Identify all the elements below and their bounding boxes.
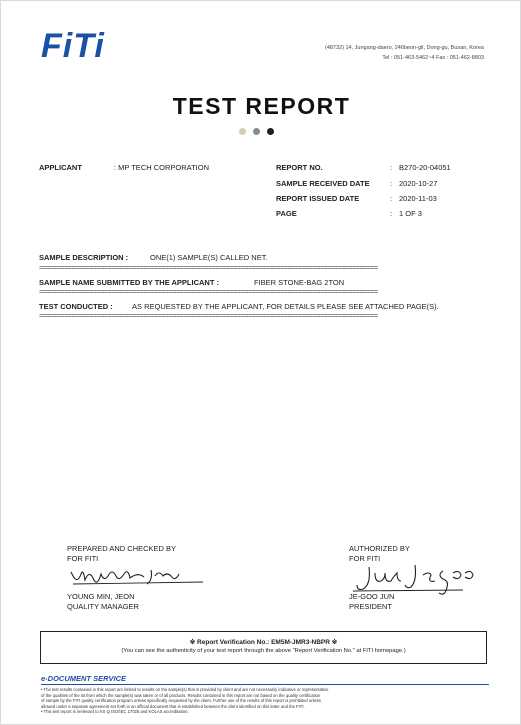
fine-print-line: of the qualities of the lot from which the sample(s) was taken or of all products. Results contained in this report are not based on the quality certification [41,692,321,698]
sample-name-value: FIBER STONE-BAG 2TON [254,278,345,287]
fine-print [41,687,491,715]
separator: ============================================================================================== [39,313,378,321]
report-no-label: REPORT NO. [276,163,323,172]
authorizer-block [349,592,394,612]
for-fiti-label: FOR FITI [349,554,381,563]
issued-date-value: 2020-11-03 [399,194,437,203]
separator: ============================================================================================== [39,265,378,273]
separator: ============================================================================================== [39,289,378,297]
fiti-logo: FiTi [41,27,105,65]
dot-icon [267,128,274,135]
verification-note: (You can see the authenticity of your test report through the above "Report Verification No." at FITI homepage.) [121,648,406,654]
sample-description-label: SAMPLE DESCRIPTION : [39,253,129,262]
applicant-value: : MP TECH CORPORATION [114,163,210,172]
signature-right-image [353,561,503,595]
edoc-service-title: e-DOCUMENT SERVICE [41,674,127,683]
verification-box [40,631,487,664]
address-line: (48732) 14, Jungang-daero, 246beon-gil, Dong-gu, Busan, Korea [324,45,484,51]
test-conducted-label: TEST CONDUCTED : [39,302,113,311]
for-fiti-label: FOR FITI [67,554,99,563]
page-title: TEST REPORT [172,93,351,119]
colon: : [390,194,393,203]
sample-description-value: ONE(1) SAMPLE(S) CALLED NET. [150,253,268,262]
fine-print-line: allowed under a separate agreement set forth in an official document that is established between the client identified on this letter and the FITI. [41,703,305,709]
colon: : [390,179,393,188]
sample-name-label: SAMPLE NAME SUBMITTED BY THE APPLICANT : [39,278,220,287]
page-value: 1 OF 3 [399,209,422,218]
title-dots [239,128,274,135]
authorizer-name: JE-GOO JUN [349,592,395,601]
signature-left-image [63,564,213,590]
page-label: PAGE [276,209,297,218]
dot-icon [239,128,246,135]
authorizer-title: PRESIDENT [349,602,392,611]
dot-icon [253,128,260,135]
received-date-value: 2020-10-27 [399,179,438,188]
fine-print-line: of sample by the FITI quality certification program unless specifically requested by the client. Further use of the results of this report is prohibited unless [41,698,321,704]
received-date-label: SAMPLE RECEIVED DATE [276,179,370,188]
applicant-label: APPLICANT [39,163,82,172]
issued-date-label: REPORT ISSUED DATE [276,194,360,203]
fine-print-line: • This test report is irrelevant to KS Q ISO/IEC 17025 and KOLAS accreditation. [41,709,189,715]
preparer-block [67,592,139,612]
verification-number: ※ Report Verification No.: EM5M-JMR3-NBPR ※ [189,639,338,646]
report-no-value: B270-20-04051 [399,163,451,172]
colon: : [390,163,393,172]
colon: : [390,209,393,218]
authorized-by-label: AUTHORIZED BY [349,544,410,553]
edoc-divider [41,684,489,685]
prepared-by-block [67,544,176,564]
preparer-name: YOUNG MIN, JEON [67,592,135,601]
preparer-title: QUALITY MANAGER [67,602,139,611]
fine-print-line: • The test results contained in this report are limited to results on the sample(s) that is provided by client and are not necessarily indicative or representative [41,687,329,692]
test-conducted-value: AS REQUESTED BY THE APPLICANT, FOR DETAILS PLEASE SEE ATTACHED PAGE(S). [132,302,439,311]
prepared-by-label: PREPARED AND CHECKED BY [67,544,177,553]
header-address [325,43,484,63]
contact-line: Tel : 051-463-5462~4 Fax : 051-462-8803 [382,55,484,61]
